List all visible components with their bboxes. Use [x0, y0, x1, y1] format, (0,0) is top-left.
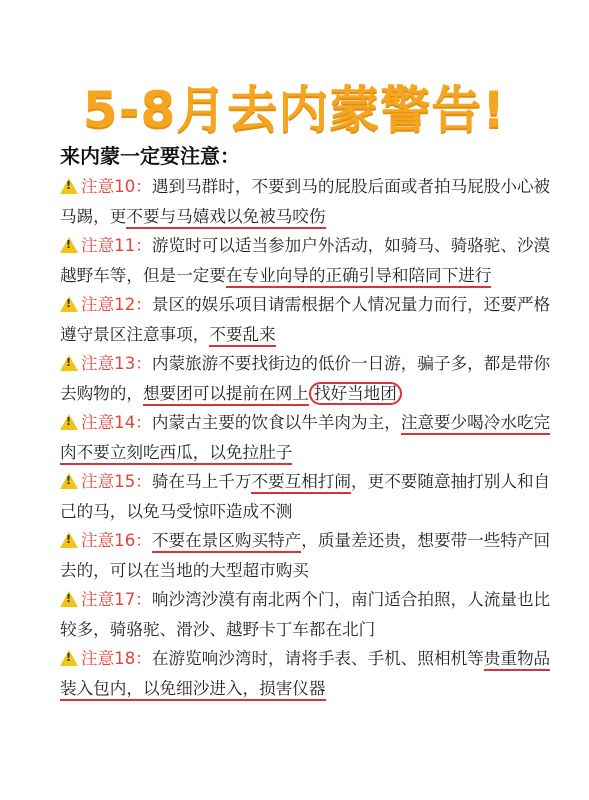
note-text: 骑在马上千万 [151, 472, 252, 491]
note-text: 在游览响沙湾时，请将手表、手机、照相机等 [151, 649, 484, 668]
note-text: 内蒙旅游不要找街边的低价一日游，骗子多，都是带你去购物的， [60, 354, 551, 403]
warning-icon [60, 178, 78, 194]
warning-icon [60, 414, 78, 430]
note-underlined-text: 不要在景区购买特产 [152, 531, 301, 553]
note-item [60, 526, 560, 585]
subtitle: 来内蒙一定要注意： [60, 144, 240, 168]
note-text: 内蒙古主要的饮食以牛羊肉为主， [151, 413, 401, 432]
warning-icon [60, 237, 78, 253]
warning-icon [60, 532, 78, 548]
note-underlined-text: 注意要少喝冷水吃完肉不要立刻吃西瓜，以免拉肚子 [60, 413, 550, 465]
note-label: 注意18： [81, 649, 152, 668]
note-text: 遇到马群时，不要到马的屁股后面或者拍马屁股小心被马踢，更 [60, 177, 551, 226]
note-item [60, 172, 560, 231]
note-underlined-text: 不要与马嬉戏以免被马咬伤 [126, 207, 325, 229]
note-underlined-text: 想要团可以提前在网上 [143, 384, 309, 406]
note-item [60, 349, 560, 408]
note-label: 注意10： [81, 177, 152, 196]
note-underlined-text: 贵重物品装入包内，以免细沙进入，损害仪器 [60, 649, 550, 701]
warning-icon [60, 355, 78, 371]
note-label: 注意11： [81, 236, 152, 255]
warning-icon [60, 591, 78, 607]
note-text: ，质量差还贵，想要带一些特产回去的，可以在当地的大型超市购买 [60, 531, 551, 580]
note-text: 响沙湾沙漠有南北两个门，南门适合拍照，人流量也比较多，骑骆驼、滑沙、越野卡丁车都在北门 [60, 590, 551, 639]
note-text: 景区的娱乐项目请需根据个人情况量力而行，还要严格遵守景区注意事项， [60, 295, 551, 344]
warning-icon [60, 296, 78, 312]
note-label: 注意15： [81, 472, 152, 491]
note-item [60, 231, 560, 290]
note-label: 注意12： [81, 295, 152, 314]
note-text: ，更不要随意抽打别人和自己的马，以免马受惊吓造成不测 [60, 472, 551, 521]
note-item [60, 467, 560, 526]
note-label: 注意13： [81, 354, 152, 373]
note-underlined-text: 在专业向导的正确引导和陪同下进行 [226, 266, 492, 288]
note-item [60, 644, 560, 703]
warning-icon [60, 650, 78, 666]
note-item [60, 585, 560, 644]
note-label: 注意17： [81, 590, 152, 609]
note-circled-text: 找好当地团 [309, 382, 402, 405]
note-item [60, 408, 560, 467]
warning-icon [60, 473, 78, 489]
note-underlined-text: 不要乱来 [209, 325, 275, 347]
note-underlined-text: 不要互相打闹 [251, 472, 351, 494]
note-text: 游览时可以适当参加户外活动，如骑马、骑骆驼、沙漠越野车等，但是一定要 [60, 236, 551, 285]
note-label: 注意16： [81, 531, 152, 550]
page-title: 5-8月去内蒙警告! [82, 81, 507, 139]
note-label: 注意14： [81, 413, 152, 432]
note-item [60, 290, 560, 349]
notes-list [60, 172, 560, 703]
